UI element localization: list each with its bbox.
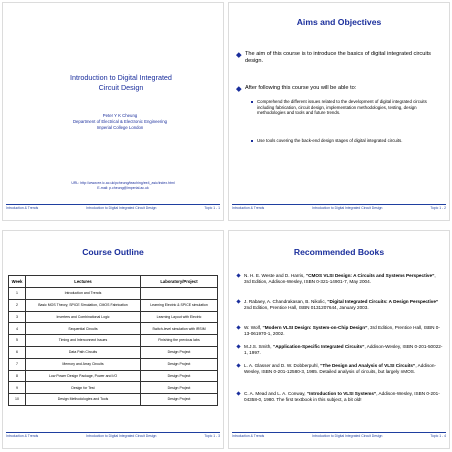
cell-lecture: Design for Test: [26, 382, 141, 394]
department: Department of Electrical & Electronic Engineering: [72, 119, 168, 125]
cell-lecture: Inverters and Combinational Logic: [26, 311, 141, 323]
book-authors: L. A. Glasser and D. W. Dobberpuhl,: [244, 363, 321, 368]
cell-week: 1: [9, 288, 26, 300]
table-row: [9, 394, 218, 406]
cell-lab: Finishing the previous labs: [141, 335, 218, 347]
college: Imperial College London: [96, 125, 144, 131]
cell-week: 2: [9, 299, 26, 311]
footer-page: Topic 1 - 1: [204, 206, 220, 210]
cell-week: 10: [9, 394, 26, 406]
slide-course-outline: [2, 230, 224, 449]
contact-block: [29, 181, 217, 191]
book-item: [237, 325, 443, 337]
diamond-bullet-icon: [236, 364, 240, 368]
book-title: “CMOS VLSI Design: A Circuits and Systems Perspective”: [305, 273, 435, 278]
slide-title-page: [2, 2, 224, 221]
book-item: [237, 344, 443, 356]
cell-week: 4: [9, 323, 26, 335]
slide-footer: [232, 432, 446, 443]
footer-center: Introduction to Digital Integrated Circuit Design: [86, 434, 157, 438]
slide-title: Aims and Objectives: [296, 17, 382, 27]
cell-lab: [141, 288, 218, 300]
book-details: , 3rd Edition, Addison-Wesley, ISBN 0-321-14901-7, May 2004.: [244, 273, 436, 284]
footer-left: Introduction & Trends: [232, 206, 265, 210]
cell-week: 3: [9, 311, 26, 323]
table-row: [9, 382, 218, 394]
footer-left: Introduction & Trends: [6, 206, 39, 210]
table-row: [9, 346, 218, 358]
table-row: [9, 323, 218, 335]
diamond-bullet-icon: [236, 52, 241, 57]
bullet-text: The aim of this course is to introduce the basics of digital integrated circuits design.: [245, 51, 431, 65]
cell-week: 7: [9, 358, 26, 370]
bullet: [237, 85, 441, 92]
header-lectures: Lectures: [26, 276, 141, 288]
book-title: “The Design and Analysis of VLSI Circuits”: [320, 363, 416, 368]
table-row: [9, 358, 218, 370]
sub-bullet: [257, 138, 439, 144]
author-name: Peter Y K Cheung: [102, 113, 138, 118]
slide-footer: [6, 204, 220, 215]
cell-lab: Learning Layout with Electric: [141, 311, 218, 323]
cell-week: 8: [9, 370, 26, 382]
book-item: [237, 299, 443, 311]
book-details: , Addison-Wesley, ISBN 0-201-50022-1, 1997.: [244, 344, 443, 355]
diamond-bullet-icon: [236, 345, 240, 349]
book-title: “Application-Specific Integrated Circuits”: [272, 344, 365, 349]
book-title: “Digital Integrated Circuits: A Design Perspective”: [327, 299, 439, 304]
course-url[interactable]: URL: http://www.ee.ic.ac.uk/pcheung/teaching/ee4_asic/index.html: [71, 181, 175, 185]
book-details: , Addison-Wesley, ISBN 0-201-12580-3, 1985. Detailed analysis of circuits, but largely nMOS.: [244, 363, 436, 374]
slide-recommended-books: [228, 230, 450, 449]
table-row: [9, 288, 218, 300]
author-block: [23, 113, 217, 132]
bullet: [237, 51, 441, 65]
slide-aims: [228, 2, 450, 221]
cell-lecture: Memory and Array Circuits: [26, 358, 141, 370]
diamond-bullet-icon: [236, 274, 240, 278]
cell-lecture: Data Path Circuits: [26, 346, 141, 358]
diamond-bullet-icon: [236, 300, 240, 304]
course-title: [33, 73, 209, 93]
footer-center: Introduction to Digital Integrated Circuit Design: [86, 206, 157, 210]
book-details: 2nd Edition, Prentice Hall, ISBN 0131207644, January 2003.: [244, 304, 369, 310]
bullet-text: After following this course you will be able to:: [245, 85, 357, 91]
footer-left: Introduction & Trends: [6, 434, 39, 438]
cell-lab: Design Project: [141, 370, 218, 382]
slide-title: Course Outline: [82, 247, 144, 257]
table-header-row: [9, 276, 218, 288]
cell-week: 5: [9, 335, 26, 347]
footer-page: Topic 1 - 3: [204, 434, 220, 438]
header-week: Week: [9, 276, 26, 288]
diamond-bullet-icon: [236, 392, 240, 396]
book-item: [237, 363, 443, 375]
course-title-line1: Introduction to Digital Integrated: [70, 73, 172, 82]
footer-center: Introduction to Digital Integrated Circuit Design: [312, 206, 383, 210]
footer-page: Topic 1 - 2: [430, 206, 446, 210]
cell-lecture: Sequential Circuits: [26, 323, 141, 335]
cell-lab: Design Project: [141, 346, 218, 358]
cell-lab: Design Project: [141, 382, 218, 394]
book-details: , Addison-Wesley, ISBN 0-201-04358-0, 1980. The first textbook in this subject, a bit old!: [244, 391, 440, 402]
book-item: [237, 391, 443, 403]
book-title: “Modern VLSI Design: System-on-Chip Design”: [262, 325, 368, 330]
book-item: [237, 273, 443, 285]
cell-lecture: Timing and Interconnect Issues: [26, 335, 141, 347]
course-outline-table: [8, 275, 218, 406]
footer-center: Introduction to Digital Integrated Circuit Design: [312, 434, 383, 438]
slide-title: Recommended Books: [293, 247, 385, 257]
footer-left: Introduction & Trends: [232, 434, 265, 438]
sub-bullet: [257, 99, 439, 116]
diamond-bullet-icon: [236, 86, 241, 91]
cell-lecture: Design Methodologies and Tools: [26, 394, 141, 406]
sub-bullet-text: Use tools covering the back-end design stages of digital integrated circuits.: [257, 138, 403, 143]
square-bullet-icon: [251, 101, 253, 103]
cell-lab: Design Project: [141, 358, 218, 370]
book-authors: W. Wolf,: [244, 325, 263, 330]
sub-bullet-text: Comprehend the different issues related to the development of digital integrated circuits including fabrication, circuit design, implementation methodologies, testing, design methodologies and tools and future trends.: [257, 99, 427, 116]
cell-lab: Learning Electric & SPICE simulation: [141, 299, 218, 311]
cell-lab: Design Project: [141, 394, 218, 406]
slide-footer: [6, 432, 220, 443]
cell-lab: Switch-level simulation with IRSIM: [141, 323, 218, 335]
cell-lecture: Introduction and Trends: [26, 288, 141, 300]
cell-week: 9: [9, 382, 26, 394]
footer-page: Topic 1 - 4: [430, 434, 446, 438]
course-title-line2: Circuit Design: [98, 83, 144, 92]
table-row: [9, 311, 218, 323]
book-details: , 3rd Edition, Prentice Hall, ISBN 0-13-061970-1, 2002.: [244, 325, 440, 336]
book-authors: M.J.S. Smith,: [244, 344, 273, 349]
email[interactable]: E-mail: p.cheung@imperial.ac.uk: [97, 185, 149, 190]
cell-lecture: Low Power Design Package, Power and I/O: [26, 370, 141, 382]
table-row: [9, 370, 218, 382]
header-lab: Laboratory/Project: [141, 276, 218, 288]
book-authors: C. A. Mead and L. A. Conway,: [244, 391, 307, 396]
book-title: “Introduction to VLSI Systems”: [306, 391, 377, 396]
table-row: [9, 335, 218, 347]
cell-lecture: Basic MOS Theory, SPICE Simulation, CMOS Fabrication: [26, 299, 141, 311]
table-row: [9, 299, 218, 311]
book-authors: J. Rabaey, A. Chandrakasan, B. Nikolic,: [244, 299, 328, 304]
cell-week: 6: [9, 346, 26, 358]
book-authors: N. H. E. Weste and D. Harris,: [244, 273, 306, 278]
diamond-bullet-icon: [236, 326, 240, 330]
square-bullet-icon: [251, 140, 253, 142]
slide-footer: [232, 204, 446, 215]
